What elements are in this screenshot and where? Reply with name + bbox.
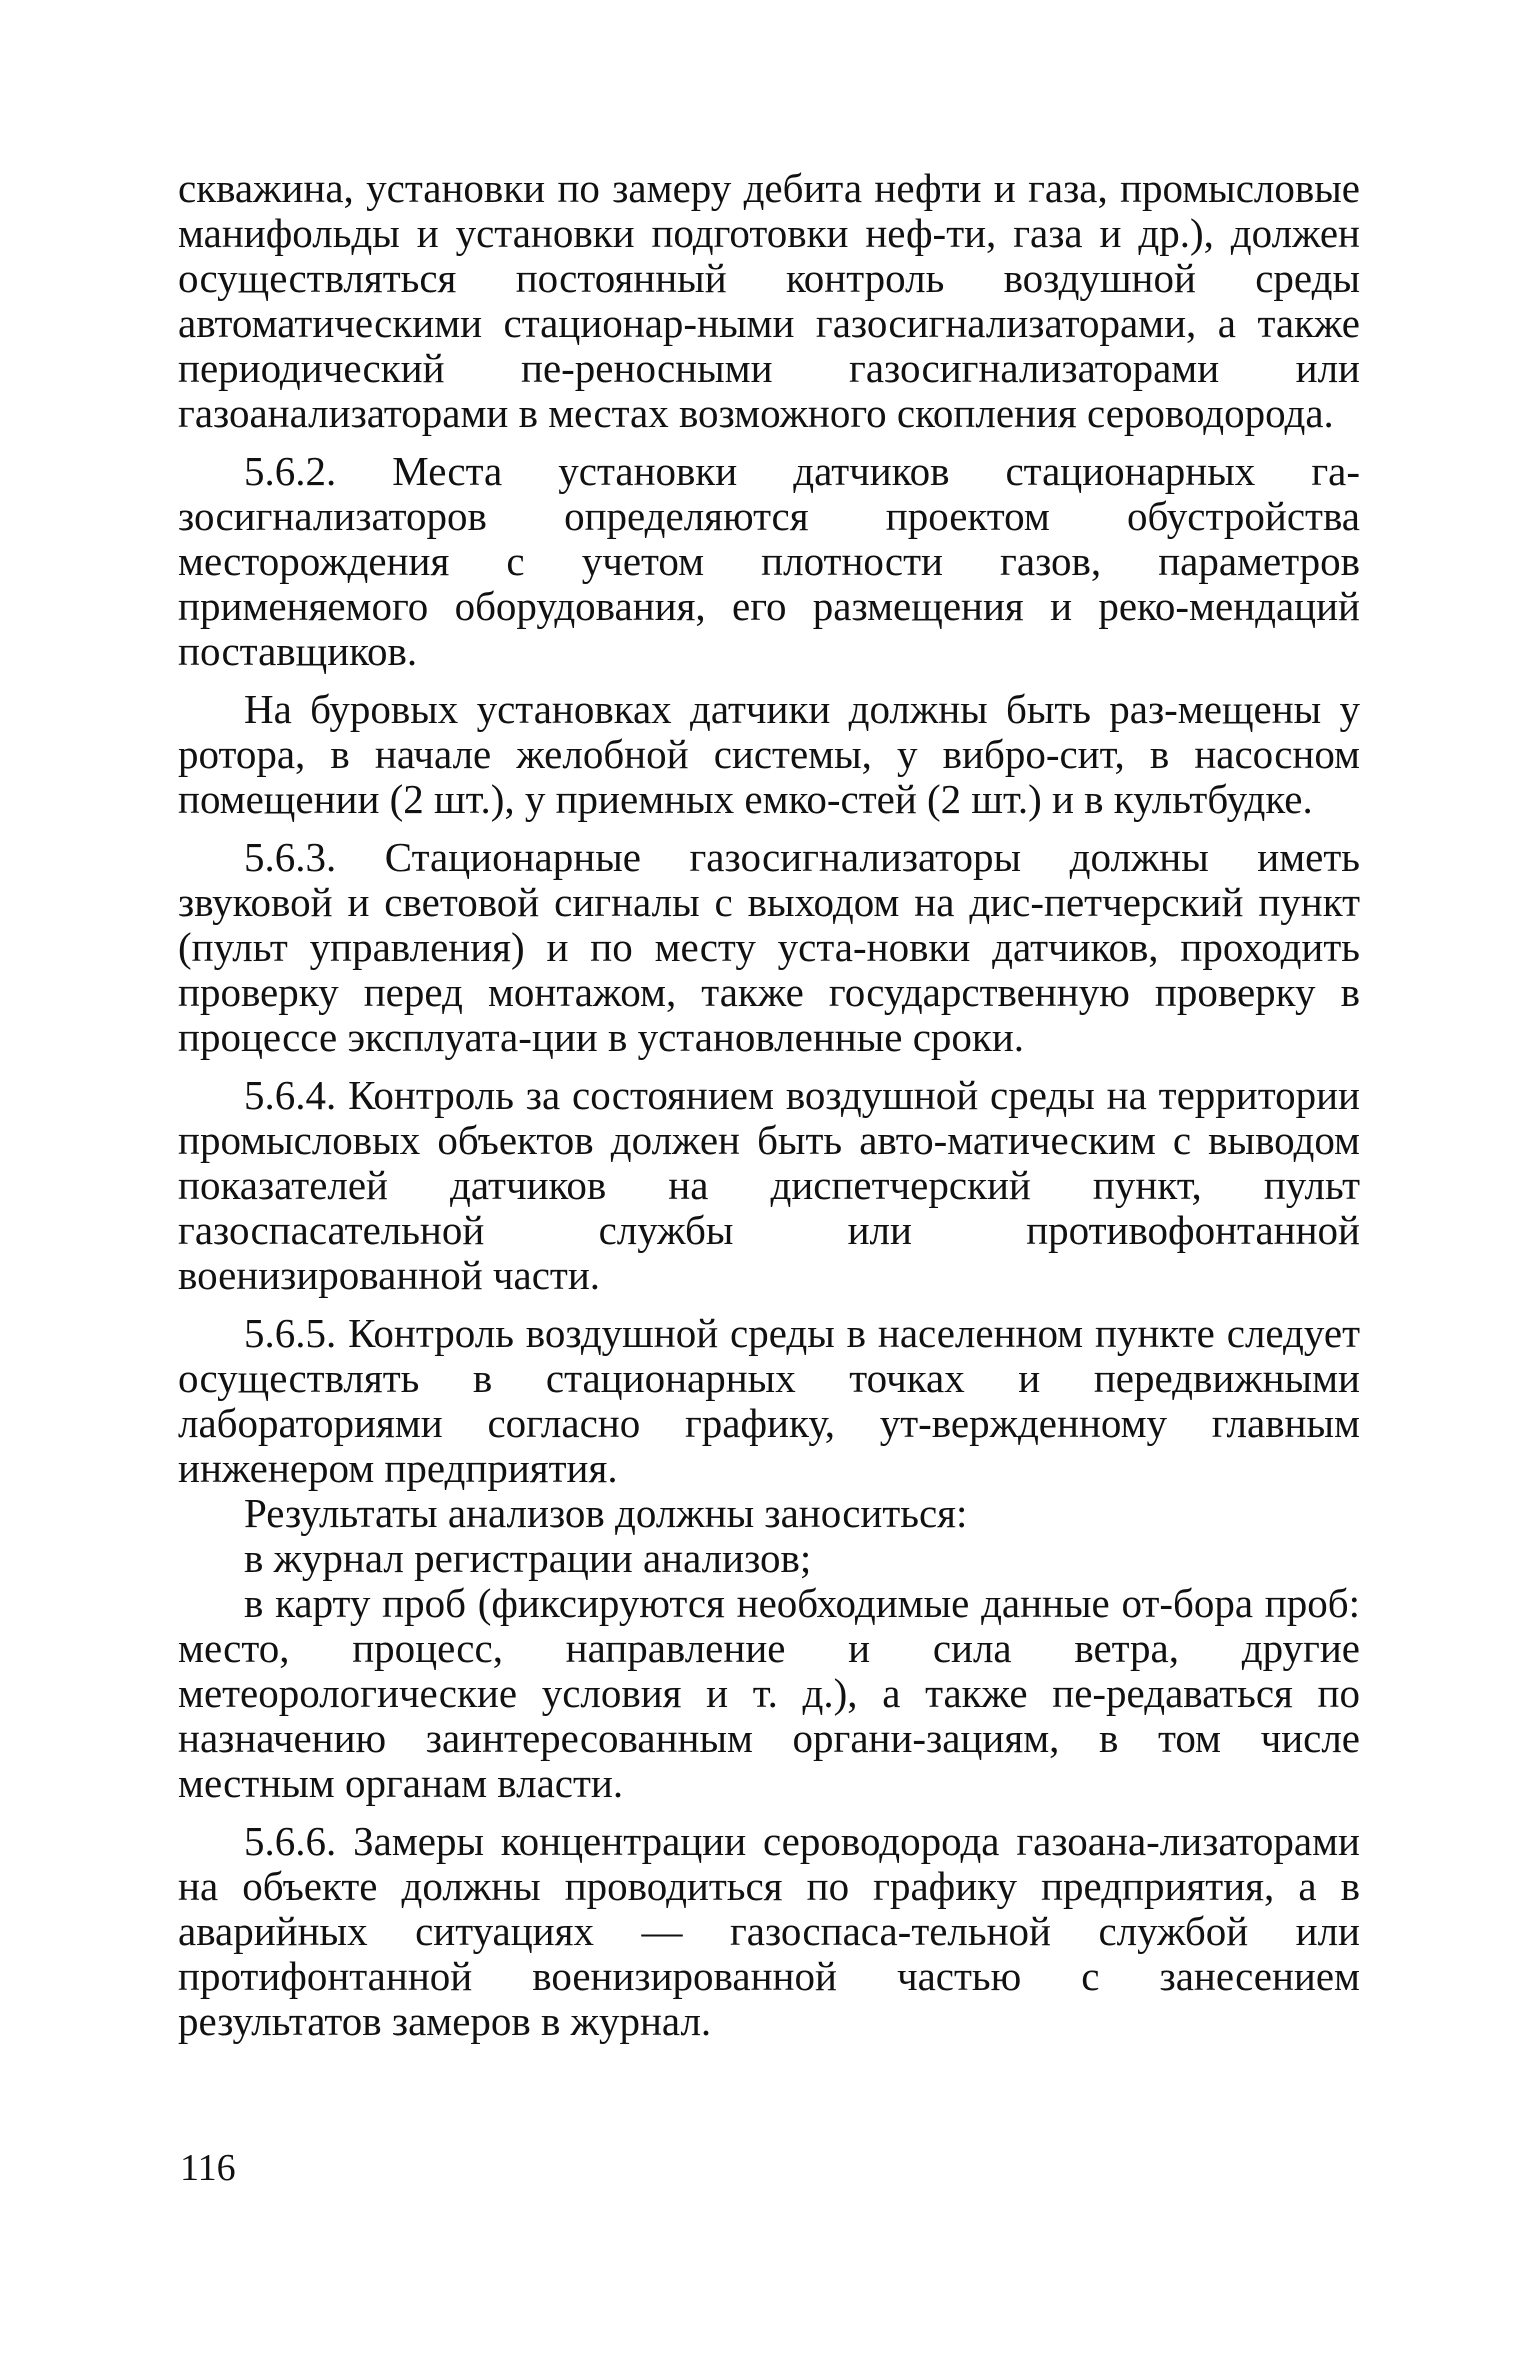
body-text bbox=[178, 166, 1360, 2057]
list-item-sample-card: в карту проб (фиксируются необходимые данные от-бора проб: место, процесс, направление и сила ветра, другие метеорологические условия и т. д.), а также пе-редаваться по назначению заинтересованным органи-зациям, в том числе местным органам власти. bbox=[178, 1580, 1360, 1806]
paragraph-5-6-2: 5.6.2. Места установки датчиков стационарных га-зосигнализаторов определяются проектом обустройства месторождения с учетом плотности газов, параметров применяемого оборудования, его размещения и реко-мендаций поставщиков. bbox=[178, 448, 1360, 674]
list-item-journal: в журнал регистрации анализов; bbox=[244, 1535, 812, 1581]
page-number: 116 bbox=[180, 2147, 236, 2189]
paragraph-5-6-5: 5.6.5. Контроль воздушной среды в населенном пункте следует осуществлять в стационарных точках и передвижными лабораториями согласно графику, ут-вержденному главным инженером предприятия. bbox=[178, 1310, 1360, 1491]
paragraph-results-intro: Результаты анализов должны заноситься: bbox=[244, 1490, 968, 1536]
paragraph-drilling-sensors: На буровых установках датчики должны быть раз-мещены у ротора, в начале желобной системы, у вибро-сит, в насосном помещении (2 шт.), у приемных емко-стей (2 шт.) и в культбудке. bbox=[178, 686, 1360, 822]
paragraph-5-6-3: 5.6.3. Стационарные газосигнализаторы должны иметь звуковой и световой сигналы с выходом на дис-петчерский пункт (пульт управления) и по месту уста-новки датчиков, проходить проверку перед монтажом, также государственную проверку в процессе эксплуата-ции в установленные сроки. bbox=[178, 834, 1360, 1060]
paragraph-5-6-4: 5.6.4. Контроль за состоянием воздушной среды на территории промысловых объектов должен быть авто-матическим с выводом показателей датчиков на диспетчерский пункт, пульт газоспасательной службы или противофонтанной военизированной части. bbox=[178, 1072, 1360, 1298]
paragraph-continuation: скважина, установки по замеру дебита нефти и газа, промысловые манифольды и установки подготовки неф-ти, газа и др.), должен осуществляться постоянный контроль воздушной среды автоматическими стационар-ными газосигнализаторами, а также периодический пе-реносными газосигнализаторами или газоанализаторами в местах возможного скопления сероводорода. bbox=[178, 165, 1360, 436]
paragraph-5-6-6: 5.6.6. Замеры концентрации сероводорода газоана-лизаторами на объекте должны проводиться по графику предприятия, а в аварийных ситуациях — газоспаса-тельной службой или протифонтанной военизированной частью с занесением результатов замеров в журнал. bbox=[178, 1818, 1360, 2044]
